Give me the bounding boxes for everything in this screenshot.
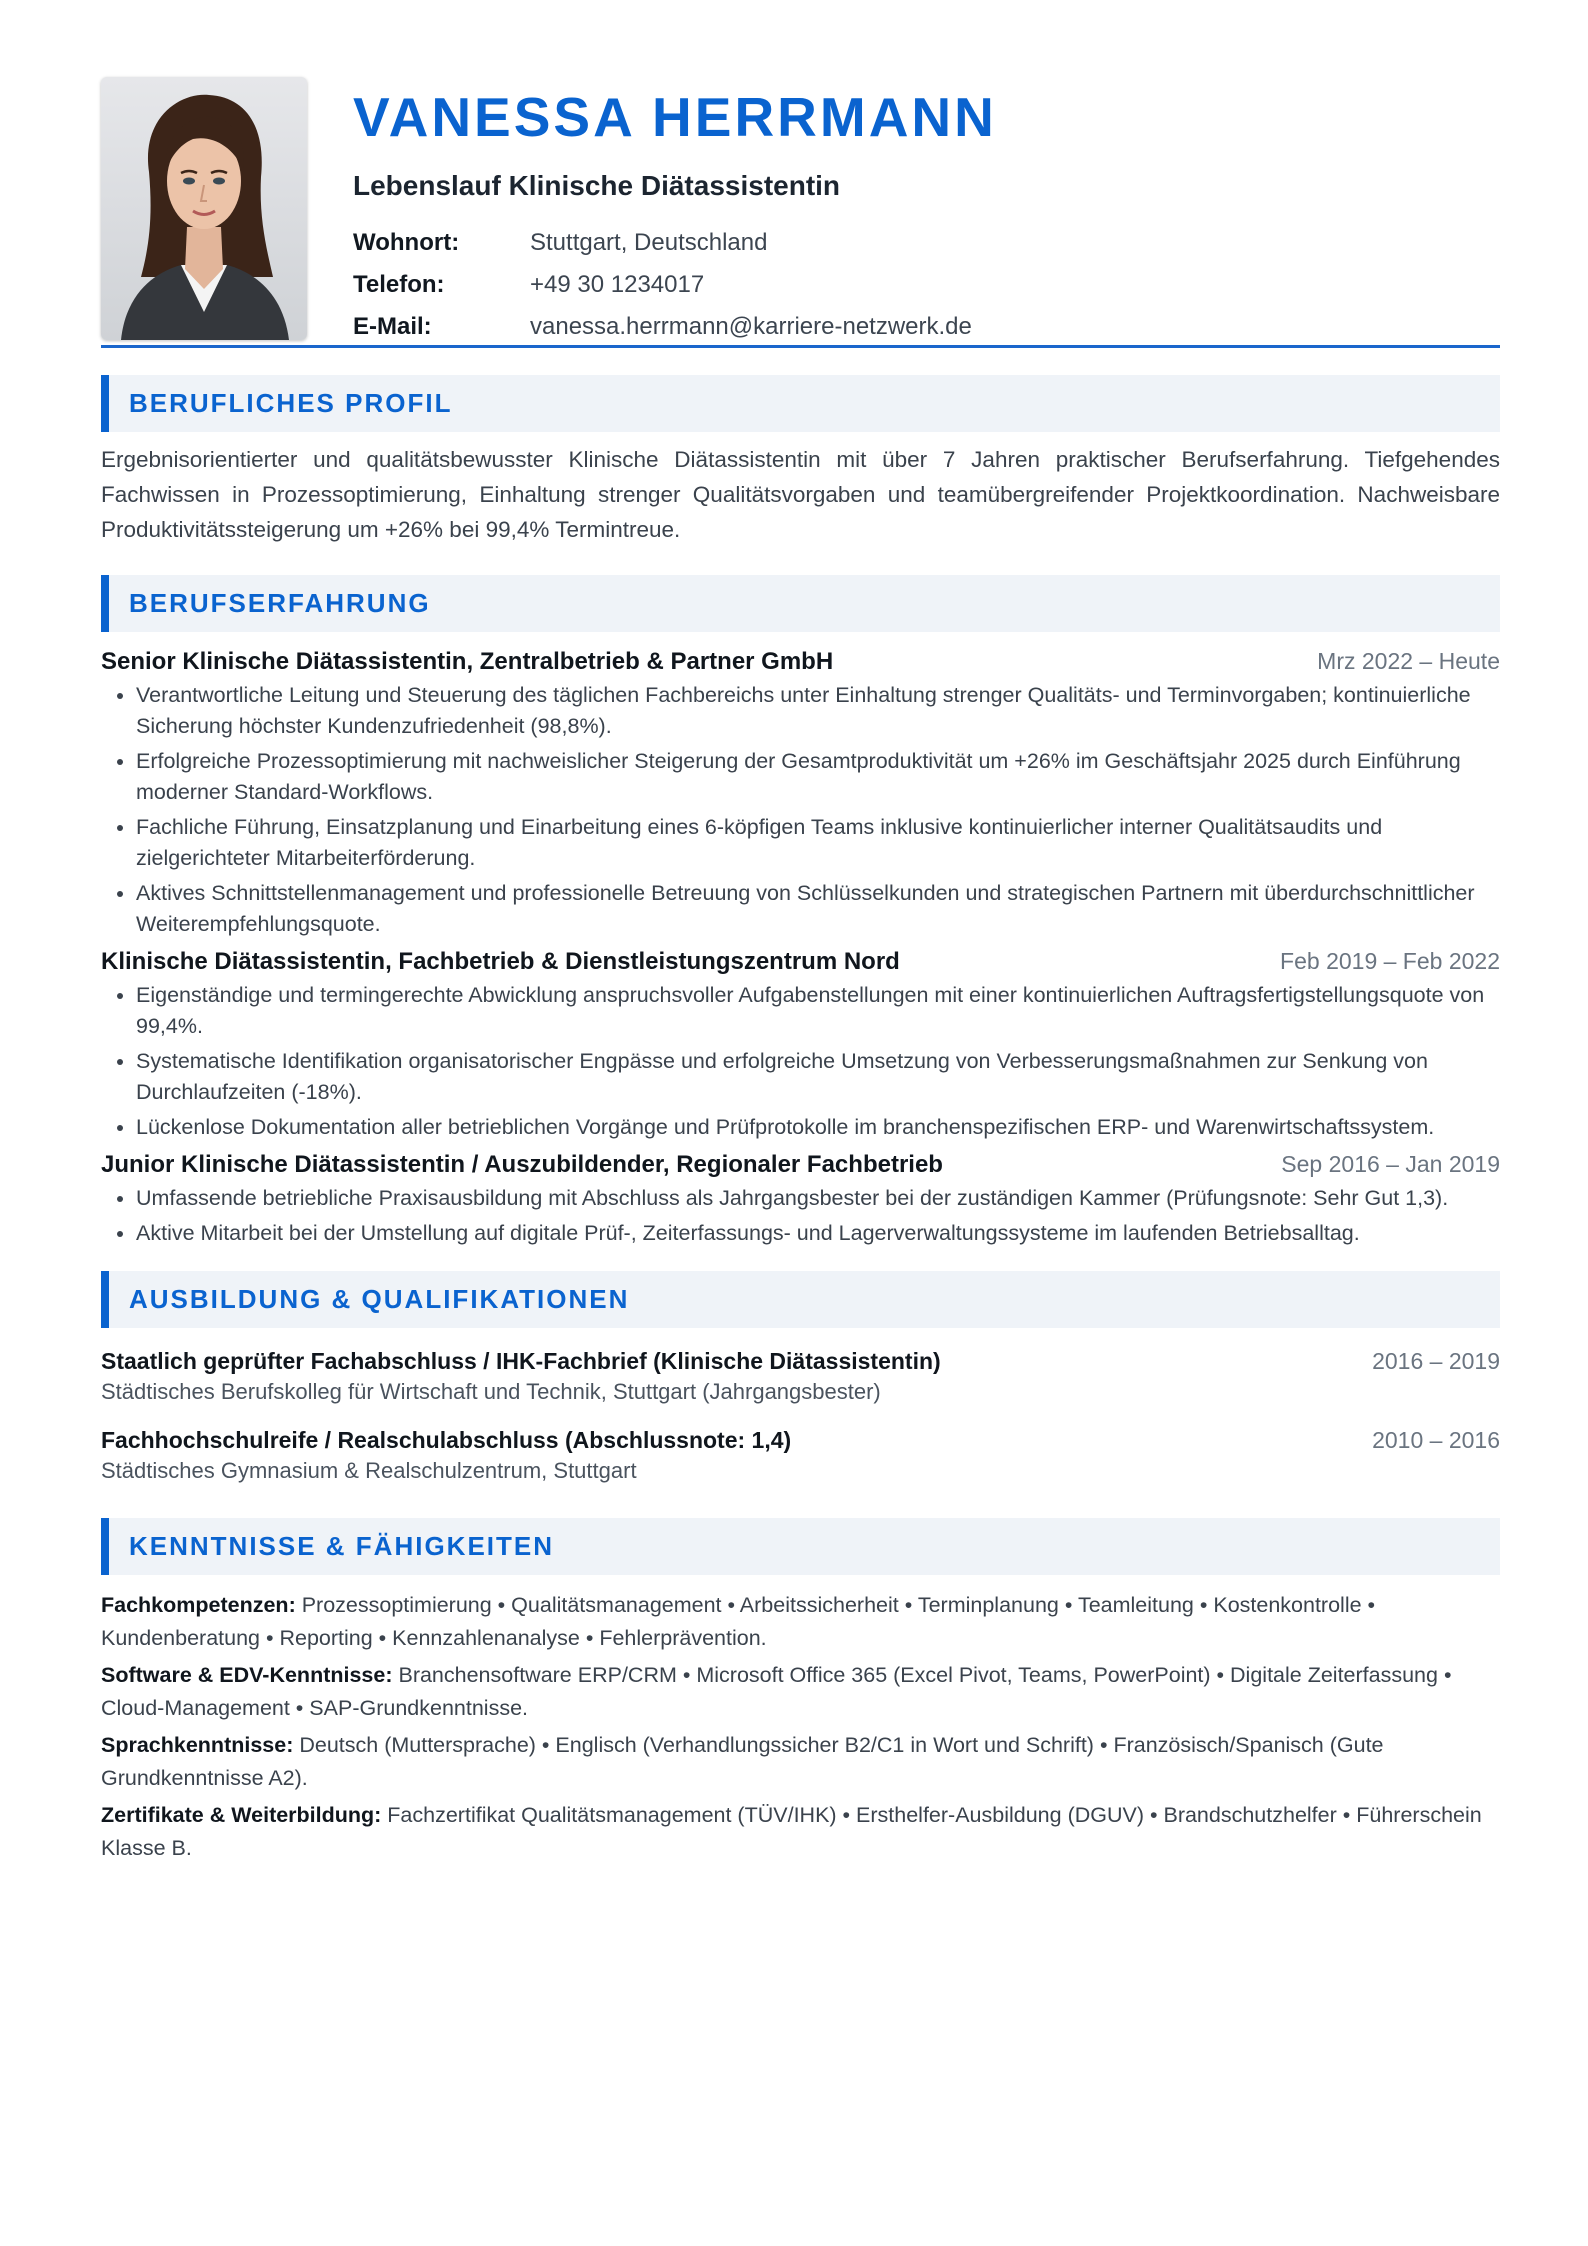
skill-text: Branchensoftware ERP/CRM • Microsoft Office 365 (Excel Pivot, Teams, PowerPoint) • Digitale Zeiterfassung • Cloud-Management • SAP-Grundkenntnisse. <box>101 1663 1452 1720</box>
section-heading-experience <box>101 575 1500 632</box>
skill-label: Zertifikate & Weiterbildung: <box>101 1803 382 1827</box>
list-item: • Lückenlose Dokumentation aller betrieblichen Vorgänge und Prüfprotokolle im branchenspezifischen ERP- und Warenwirtschaftssystem. <box>136 1112 1500 1143</box>
profile-photo <box>101 77 307 340</box>
contact-value: Stuttgart, Deutschland <box>530 229 768 256</box>
contact-residence <box>353 222 997 264</box>
resume-header <box>101 77 1500 343</box>
contact-label: Wohnort: <box>353 229 460 256</box>
skill-group <box>101 1799 1500 1865</box>
document-subtitle: Lebenslauf Klinische Diätassistentin <box>353 170 841 201</box>
job-title: Klinische Diätassistentin, Fachbetrieb & Dienstleistungszentrum Nord <box>101 948 900 975</box>
job-date: Sep 2016 – Jan 2019 <box>1281 1151 1500 1177</box>
job-date: Feb 2019 – Feb 2022 <box>1280 948 1500 974</box>
education-date: 2016 – 2019 <box>1372 1348 1500 1374</box>
skill-text: Fachzertifikat Qualitätsmanagement (TÜV/IHK) • Ersthelfer-Ausbildung (DGUV) • Brandschutzhelfer • Führerschein Klasse B. <box>101 1803 1482 1860</box>
job-entry <box>101 648 1500 940</box>
section-heading-text: BERUFLICHES PROFIL <box>129 388 453 418</box>
section-heading-profile <box>101 375 1500 432</box>
education-institution: Städtisches Berufskolleg für Wirtschaft und Technik, Stuttgart (Jahrgangsbester) <box>101 1379 881 1404</box>
section-heading-text: KENNTNISSE & FÄHIGKEITEN <box>129 1531 555 1561</box>
skill-label: Sprachkenntnisse: <box>101 1733 294 1757</box>
education-header <box>101 1348 1500 1375</box>
section-heading-text: BERUFSERFAHRUNG <box>129 588 431 618</box>
job-bullets <box>101 980 1500 1143</box>
candidate-name: VANESSA HERRMANN <box>353 86 997 148</box>
education-institution: Städtisches Gymnasium & Realschulzentrum, Stuttgart <box>101 1458 637 1483</box>
contact-label: Telefon: <box>353 271 445 298</box>
contact-value: vanessa.herrmann@karriere-netzwerk.de <box>530 313 972 340</box>
job-header <box>101 948 1500 976</box>
portrait-illustration <box>101 77 307 340</box>
list-item: • Erfolgreiche Prozessoptimierung mit nachweislicher Steigerung der Gesamtproduktivität um +26% im Geschäftsjahr 2025 durch Einführung moderner Standard-Workflows. <box>136 746 1500 808</box>
education-date: 2010 – 2016 <box>1372 1427 1500 1453</box>
contact-list <box>353 222 997 348</box>
contact-value: +49 30 1234017 <box>530 271 705 298</box>
skill-group <box>101 1659 1500 1725</box>
job-header <box>101 648 1500 676</box>
skill-text: Prozessoptimierung • Qualitätsmanagement • Arbeitssicherheit • Terminplanung • Teamleitung • Kostenkontrolle • Kundenberatung • Reporting • Kennzahlenanalyse • Fehlerprävention. <box>101 1593 1376 1650</box>
job-title: Senior Klinische Diätassistentin, Zentralbetrieb & Partner GmbH <box>101 648 834 675</box>
job-title: Junior Klinische Diätassistentin / Auszubildender, Regionaler Fachbetrieb <box>101 1151 943 1178</box>
list-item: • Eigenständige und termingerechte Abwicklung anspruchsvoller Aufgabenstellungen mit einer kontinuierlichen Auftragsfertigstellungsquote von 99,4%. <box>136 980 1500 1042</box>
section-heading-education <box>101 1271 1500 1328</box>
job-bullets <box>101 680 1500 940</box>
skill-label: Fachkompetenzen: <box>101 1593 296 1617</box>
skill-group <box>101 1589 1500 1655</box>
education-header <box>101 1427 1500 1454</box>
job-entry <box>101 1151 1500 1249</box>
job-entry <box>101 948 1500 1143</box>
job-header <box>101 1151 1500 1179</box>
education-entry <box>101 1427 1500 1484</box>
skill-group <box>101 1729 1500 1795</box>
job-bullets <box>101 1183 1500 1249</box>
header-info <box>353 77 997 348</box>
list-item: • Verantwortliche Leitung und Steuerung des täglichen Fachbereichs unter Einhaltung strenger Qualitäts- und Terminvorgaben; kontinuierliche Sicherung höchster Kundenzufriedenheit (98,8%). <box>136 680 1500 742</box>
contact-phone <box>353 264 997 306</box>
list-item: • Aktive Mitarbeit bei der Umstellung auf digitale Prüf-, Zeiterfassungs- und Lagerverwaltungssysteme im laufenden Betriebsalltag. <box>136 1218 1500 1249</box>
contact-email <box>353 306 997 348</box>
education-title: Fachhochschulreife / Realschulabschluss (Abschlussnote: 1,4) <box>101 1427 792 1453</box>
list-item: • Systematische Identifikation organisatorischer Engpässe und erfolgreiche Umsetzung von Verbesserungsmaßnahmen zur Senkung von Durchlaufzeiten (-18%). <box>136 1046 1500 1108</box>
list-item: • Fachliche Führung, Einsatzplanung und Einarbeitung eines 6-köpfigen Teams inklusive kontinuierlicher interner Qualitätsaudits und zielgerichteter Mitarbeiterförderung. <box>136 812 1500 874</box>
skill-label: Software & EDV-Kenntnisse: <box>101 1663 393 1687</box>
list-item: • Aktives Schnittstellenmanagement und professionelle Betreuung von Schlüsselkunden und strategischen Partnern mit überdurchschnittlicher Weiterempfehlungsquote. <box>136 878 1500 940</box>
profile-summary: Ergebnisorientierter und qualitätsbewusster Klinische Diätassistentin mit über 7 Jahren praktischer Berufserfahrung. Tiefgehendes Fachwissen in Prozessoptimierung, Einhaltung strenger Qualitätsvorgaben und teamübergreifender Projektkoordination. Nachweisbare Produktivitätssteigerung um +26% bei 99,4% Termintreue. <box>101 447 1500 542</box>
contact-label: E-Mail: <box>353 313 432 340</box>
education-title: Staatlich geprüfter Fachabschluss / IHK-Fachbrief (Klinische Diätassistentin) <box>101 1348 941 1374</box>
job-date: Mrz 2022 – Heute <box>1317 648 1500 674</box>
section-heading-text: AUSBILDUNG & QUALIFIKATIONEN <box>129 1284 630 1314</box>
education-entry <box>101 1348 1500 1405</box>
section-heading-skills <box>101 1518 1500 1575</box>
skill-text: Deutsch (Muttersprache) • Englisch (Verhandlungssicher B2/C1 in Wort und Schrift) • Französisch/Spanisch (Gute Grundkenntnisse A2). <box>101 1733 1384 1790</box>
list-item: • Umfassende betriebliche Praxisausbildung mit Abschluss als Jahrgangsbester bei der zuständigen Kammer (Prüfungsnote: Sehr Gut 1,3). <box>136 1183 1500 1214</box>
